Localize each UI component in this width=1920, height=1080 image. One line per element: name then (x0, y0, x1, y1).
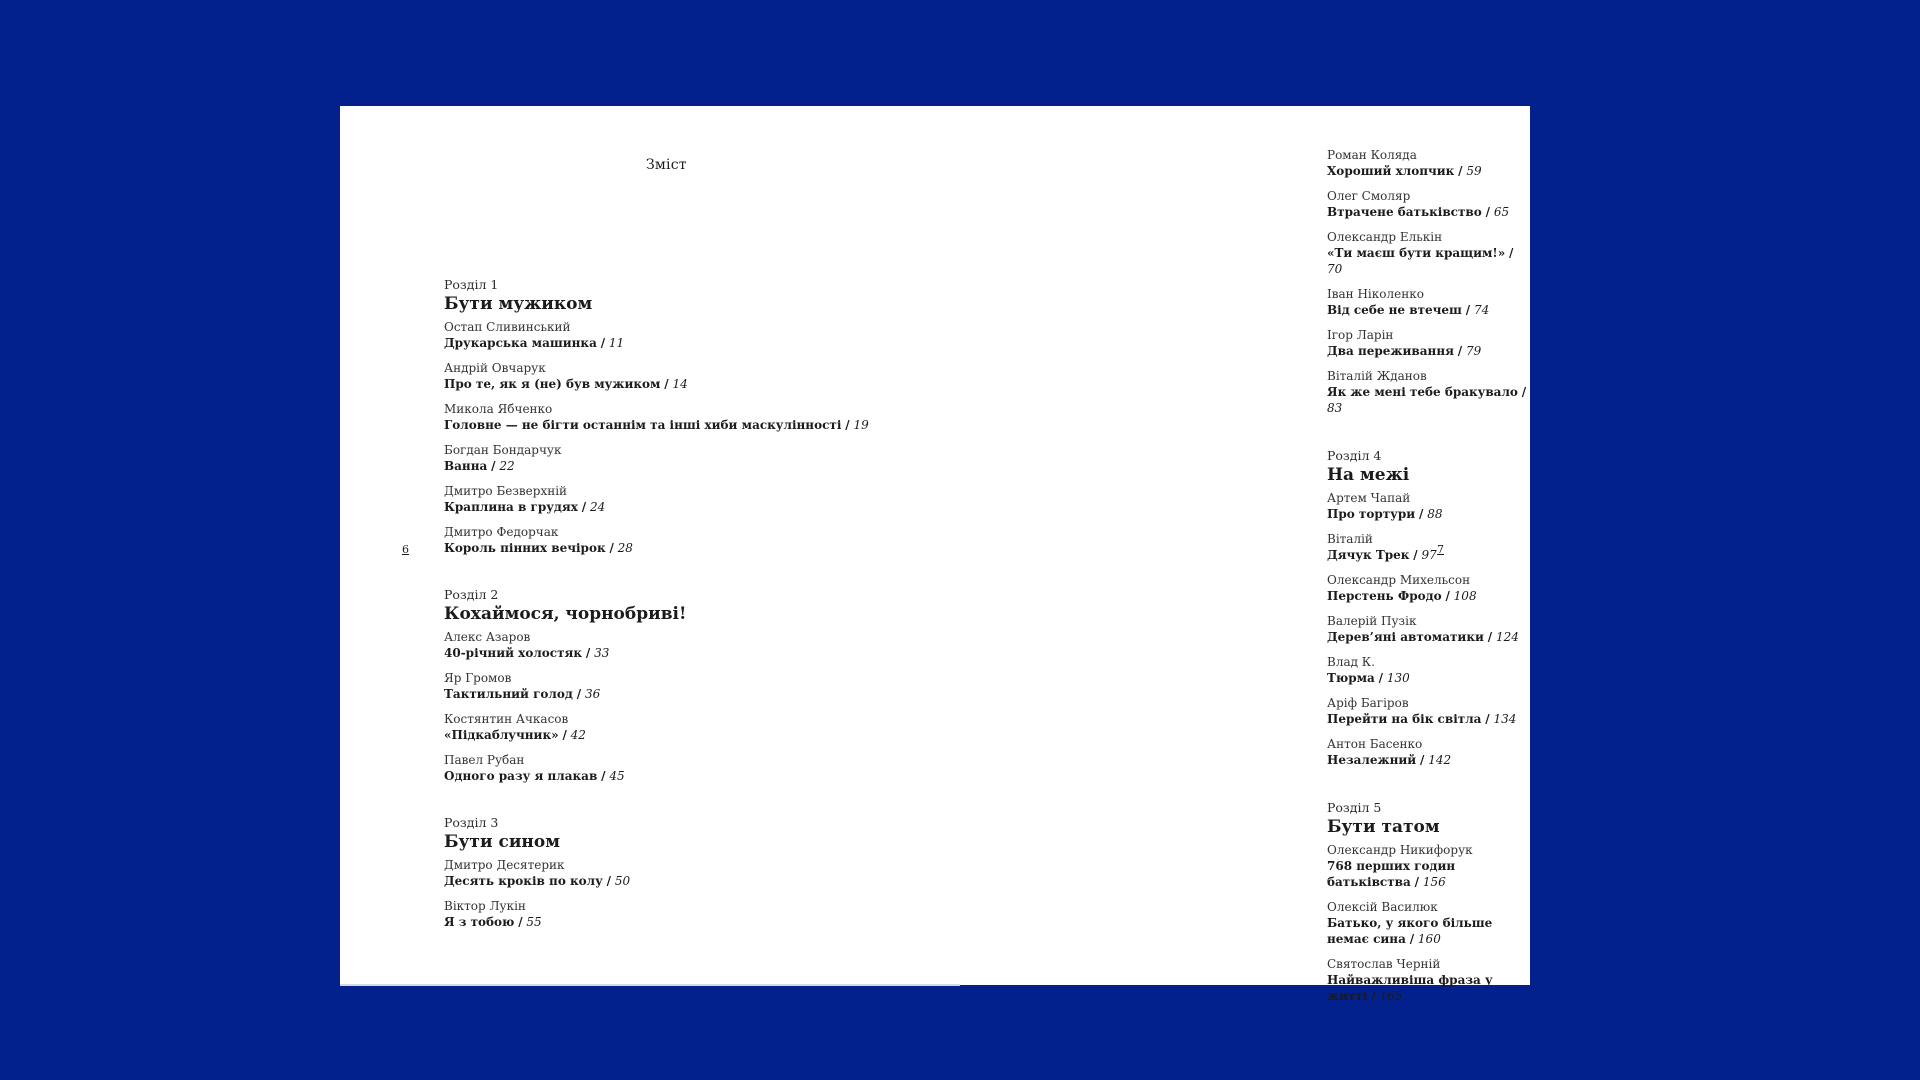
right-page (955, 106, 1530, 1003)
entry-author: Микола Ябченко (444, 402, 553, 416)
entry-separator: / (601, 769, 606, 783)
entry-page-number: 142 (1428, 753, 1452, 767)
entry-title: «Підкаблучник» (444, 728, 559, 742)
toc-entry[interactable] (1327, 899, 1530, 947)
entry-page-number: 22 (499, 459, 515, 473)
entry-title-line (1327, 384, 1530, 416)
section-title: Бути мужиком (444, 294, 593, 314)
entry-title: Дерев’яні автоматики (1327, 630, 1484, 644)
entry-page-number: 24 (589, 500, 606, 514)
left-page (340, 106, 955, 985)
entry-author: Віталій (1327, 532, 1373, 546)
entry-author: Дмитро Безверхній (444, 484, 568, 498)
entry-author: Алекс Азаров (444, 630, 531, 644)
entry-separator: / (664, 377, 669, 391)
toc-entry[interactable] (1327, 654, 1530, 686)
entry-separator: / (1465, 303, 1471, 317)
entry-title: Перстень Фродо (1327, 589, 1442, 603)
toc-section (444, 277, 869, 556)
entry-author: Яр Громов (444, 671, 512, 685)
entry-title: Хороший хлопчик (1327, 164, 1455, 178)
entry-title-line (1327, 506, 1530, 522)
section-title: Бути татом (1327, 817, 1440, 837)
entry-title-line (1327, 915, 1530, 947)
entry-title-line (1327, 302, 1530, 318)
entry-page-number: 74 (1474, 303, 1490, 317)
entry-page-number: 83 (1327, 401, 1343, 415)
entry-separator: / (576, 687, 582, 701)
entry-separator: / (1458, 164, 1463, 178)
entry-separator: / (1485, 712, 1490, 726)
toc-entry[interactable] (1327, 572, 1530, 604)
entry-separator: / (581, 500, 587, 514)
toc-entry[interactable] (1327, 956, 1530, 1004)
section-label: Розділ 2 (444, 587, 499, 602)
entry-page-number: 156 (1422, 875, 1446, 889)
section-label: Розділ 4 (1327, 448, 1382, 463)
entry-title-line (444, 686, 869, 702)
toc-entry[interactable] (444, 483, 869, 515)
entry-author: Костянтин Ачкасов (444, 712, 569, 726)
entry-author: Олексій Василюк (1327, 900, 1438, 914)
toc-entry[interactable] (444, 752, 869, 784)
toc-entry[interactable] (1327, 613, 1530, 645)
entry-title-line (444, 914, 869, 930)
entry-title: Король пінних вечірок (444, 541, 606, 555)
entry-title-line (444, 417, 869, 433)
entry-author: Андрій Овчарук (444, 361, 546, 375)
entry-separator: / (1414, 875, 1419, 889)
toc-entry[interactable] (444, 442, 869, 474)
page-number-right: 7 (1437, 543, 1444, 556)
entry-separator: / (518, 915, 523, 929)
entry-page-number: 79 (1466, 344, 1482, 358)
entry-separator: / (1409, 932, 1415, 946)
toc-column-left (444, 277, 869, 939)
entry-title-line (444, 458, 869, 474)
entry-page-number: 108 (1453, 589, 1477, 603)
entry-author: Олег Смоляр (1327, 189, 1411, 203)
entry-page-number: 97 (1421, 548, 1437, 562)
entry-separator: / (1509, 246, 1514, 260)
entry-title-line (1327, 343, 1530, 359)
entry-separator: / (606, 874, 612, 888)
entry-title-line (1327, 752, 1530, 768)
toc-section (444, 815, 869, 930)
toc-section (1327, 147, 1530, 416)
entry-separator: / (1371, 989, 1376, 1003)
entry-page-number: 160 (1417, 932, 1441, 946)
entry-title-line (444, 727, 869, 743)
entry-title: Незалежний (1327, 753, 1417, 767)
section-title: Кохаймося, чорнобриві! (444, 604, 687, 624)
entry-separator: / (1487, 630, 1493, 644)
section-title: На межі (1327, 465, 1410, 485)
entry-title: Про тортури (1327, 507, 1416, 521)
entry-separator: / (491, 459, 496, 473)
toc-column-right (1327, 147, 1530, 1013)
entry-page-number: 134 (1493, 712, 1517, 726)
entry-page-number: 130 (1386, 671, 1410, 685)
toc-entry[interactable] (444, 319, 869, 351)
entry-separator: / (1445, 589, 1450, 603)
entry-separator: / (609, 541, 614, 555)
entry-title: Втрачене батьківство (1327, 205, 1482, 219)
entry-title-line (444, 335, 869, 351)
entry-title-line (444, 645, 869, 661)
entry-title-line (1327, 204, 1530, 220)
section-label: Розділ 1 (444, 277, 499, 292)
entry-title-line (1327, 711, 1530, 727)
entry-separator: / (1485, 205, 1490, 219)
entry-title-line (444, 540, 869, 556)
entry-separator: / (1418, 507, 1424, 521)
section-label: Розділ 5 (1327, 800, 1382, 815)
entry-author: Валерій Пузік (1327, 614, 1417, 628)
toc-entry[interactable] (1327, 147, 1530, 179)
entry-title: 768 перших годин батьківства (1327, 859, 1456, 889)
section-label: Розділ 3 (444, 815, 499, 830)
entry-title-line (444, 768, 869, 784)
entry-title-line (1327, 858, 1530, 890)
entry-author: Антон Басенко (1327, 737, 1423, 751)
toc-entry[interactable] (1327, 531, 1530, 563)
entry-title: Ванна (444, 459, 488, 473)
entry-title: Найважливіша фраза у житті (1327, 973, 1493, 1003)
entry-page-number: 45 (609, 769, 625, 783)
entry-title-line (1327, 588, 1530, 604)
entry-title: Десять кроків по колу (444, 874, 603, 888)
entry-page-number: 14 (672, 377, 688, 391)
entry-title-line (444, 376, 869, 392)
toc-entry[interactable] (1327, 368, 1530, 416)
entry-author: Дмитро Федорчак (444, 525, 559, 539)
toc-entry[interactable] (1327, 842, 1530, 890)
toc-entry[interactable] (444, 360, 869, 392)
entry-title: Тактильний голод (444, 687, 573, 701)
entry-page-number: 59 (1466, 164, 1482, 178)
entry-separator: / (585, 646, 591, 660)
entry-separator: / (1420, 753, 1425, 767)
toc-section (444, 587, 869, 784)
entry-page-number: 50 (614, 874, 631, 888)
toc-entry[interactable] (444, 711, 869, 743)
entry-title: Від себе не втечеш (1327, 303, 1462, 317)
entry-author: Влад К. (1327, 655, 1375, 669)
entry-author: Олександр Елькін (1327, 230, 1443, 244)
book-spread (340, 106, 1530, 1003)
toc-entry[interactable] (444, 629, 869, 661)
entry-title-line (444, 873, 869, 889)
entry-title: Перейти на бік світла (1327, 712, 1482, 726)
entry-page-number: 65 (1493, 205, 1510, 219)
entry-author: Віктор Лукін (444, 899, 526, 913)
entry-author: Аріф Багіров (1327, 696, 1409, 710)
entry-title: Як же мені тебе бракувало (1327, 385, 1518, 399)
toc-section (1327, 448, 1530, 768)
entry-title-line (1327, 670, 1530, 686)
entry-separator: / (600, 336, 606, 350)
entry-page-number: 88 (1427, 507, 1443, 521)
section-title: Бути сином (444, 832, 560, 852)
entry-page-number: 55 (526, 915, 542, 929)
entry-page-number: 165 (1379, 989, 1403, 1003)
entry-author: Артем Чапай (1327, 491, 1411, 505)
entry-page-number: 28 (617, 541, 633, 555)
entry-separator: / (562, 728, 567, 742)
entry-title: Тюрма (1327, 671, 1375, 685)
entry-author: Ігор Ларін (1327, 328, 1394, 342)
toc-entry[interactable] (1327, 229, 1530, 277)
entry-separator: / (1457, 344, 1463, 358)
entry-author: Богдан Бондарчук (444, 443, 562, 457)
entry-author: Дмитро Десятерик (444, 858, 565, 872)
toc-entry[interactable] (444, 857, 869, 889)
toc-entry[interactable] (444, 898, 869, 930)
entry-author: Іван Ніколенко (1327, 287, 1424, 301)
entry-separator: / (845, 418, 850, 432)
entry-title: Дячук Трек (1327, 548, 1410, 562)
page-number-left: 6 (402, 543, 409, 556)
entry-author: Олександр Михельсон (1327, 573, 1471, 587)
entry-title: Краплина в грудях (444, 500, 578, 514)
entry-author: Віталій Жданов (1327, 369, 1427, 383)
toc-entry[interactable] (1327, 695, 1530, 727)
entry-separator: / (1413, 548, 1418, 562)
entry-author: Остап Сливинський (444, 320, 571, 334)
entry-author: Олександр Никифорук (1327, 843, 1473, 857)
entry-page-number: 70 (1327, 262, 1343, 276)
entry-title-line (1327, 245, 1530, 277)
toc-entry[interactable] (444, 401, 869, 433)
entry-title-line (1327, 547, 1530, 563)
entry-author: Святослав Черній (1327, 957, 1441, 971)
entry-title: Я з тобою (444, 915, 515, 929)
entry-page-number: 33 (594, 646, 610, 660)
toc-heading: Зміст (646, 157, 687, 173)
toc-entry[interactable] (1327, 736, 1530, 768)
entry-title: «Ти маєш бути кращим!» (1327, 246, 1506, 260)
entry-title-line (1327, 163, 1530, 179)
entry-title-line (1327, 629, 1530, 645)
entry-title: Друкарська машинка (444, 336, 597, 350)
entry-page-number: 19 (853, 418, 869, 432)
entry-page-number: 11 (608, 336, 625, 350)
entry-page-number: 124 (1495, 630, 1519, 644)
toc-section (1327, 800, 1530, 1004)
toc-entry[interactable] (1327, 286, 1530, 318)
entry-title: 40-річний холостяк (444, 646, 583, 660)
entry-page-number: 42 (570, 728, 586, 742)
entry-title: Батько, у якого більше немає сина (1327, 916, 1493, 946)
entry-author: Роман Коляда (1327, 148, 1417, 162)
entry-page-number: 36 (584, 687, 601, 701)
toc-entry[interactable] (1327, 327, 1530, 359)
entry-title: Одного разу я плакав (444, 769, 598, 783)
toc-entry[interactable] (444, 524, 869, 556)
entry-title-line (1327, 972, 1530, 1004)
entry-title: Головне — не бігти останнім та інші хиби маскулінності (444, 418, 842, 432)
entry-author: Павел Рубан (444, 753, 525, 767)
toc-entry[interactable] (1327, 490, 1530, 522)
entry-title: Про те, як я (не) був мужиком (444, 377, 661, 391)
entry-title-line (444, 499, 869, 515)
toc-entry[interactable] (444, 670, 869, 702)
entry-separator: / (1521, 385, 1527, 399)
entry-separator: / (1378, 671, 1384, 685)
toc-entry[interactable] (1327, 188, 1530, 220)
page-edge (340, 984, 960, 986)
entry-title: Два переживання (1327, 344, 1454, 358)
